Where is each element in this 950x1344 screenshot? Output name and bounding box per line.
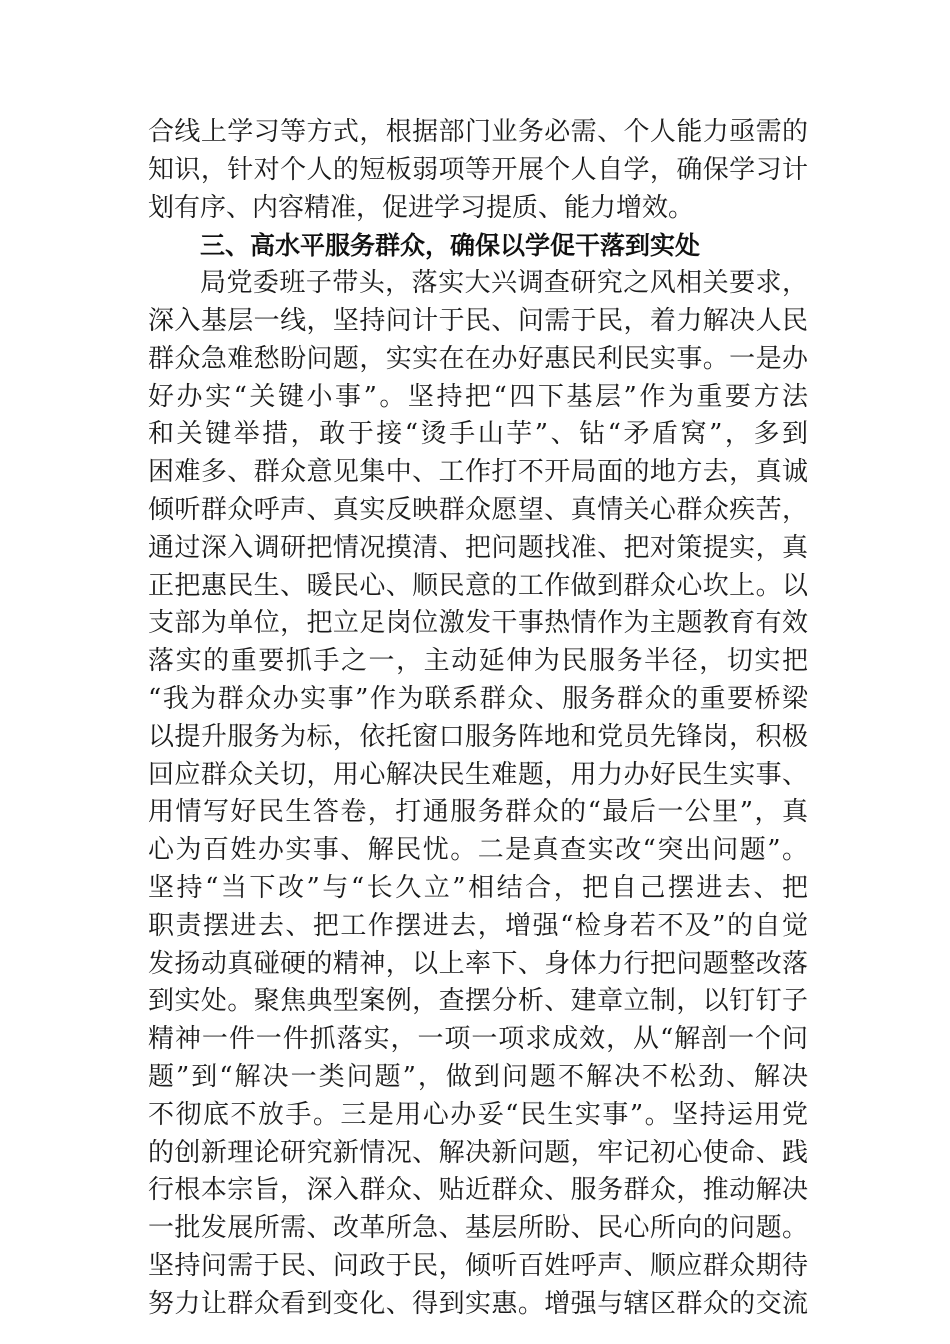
- text-line: 合线上学习等方式，根据部门业务必需、个人能力亟需的: [148, 117, 808, 147]
- document-body: [148, 114, 808, 1324]
- text-line: “我为群众办实事”作为联系群众、服务群众的重要桥梁: [148, 683, 808, 714]
- text-line: 行根本宗旨，深入群众、贴近群众、服务群众，推动解决: [148, 1175, 808, 1206]
- text-line: 好办实“关键小事”。坚持把“四下基层”作为重要方法: [148, 381, 808, 412]
- text-line: 局党委班子带头，落实大兴调查研究之风相关要求，: [200, 268, 808, 299]
- text-line: 不彻底不放手。三是用心办妥“民生实事”。坚持运用党: [148, 1099, 808, 1130]
- text-line: 以提升服务为标，依托窗口服务阵地和党员先锋岗，积极: [148, 721, 808, 752]
- text-line: 划有序、内容精准，促进学习提质、能力增效。: [148, 192, 695, 223]
- text-line: 通过深入调研把情况摸清、把问题找准、把对策提实，真: [148, 532, 808, 563]
- text-line: 深入基层一线，坚持问计于民、问需于民，着力解决人民: [148, 305, 808, 336]
- text-line: 困难多、群众意见集中、工作打不开局面的地方去，真诚: [148, 457, 808, 488]
- text-line: 题”到“解决一类问题”，做到问题不解决不松劲、解决: [148, 1061, 808, 1092]
- text-line: 坚持问需于民、问政于民，倾听百姓呼声、顺应群众期待: [148, 1250, 808, 1281]
- text-line: 到实处。聚焦典型案例，查摆分析、建章立制，以钉钉子: [148, 986, 808, 1017]
- text-line: 倾听群众呼声、真实反映群众愿望、真情关心群众疾苦，: [148, 494, 808, 525]
- text-line: 坚持“当下改”与“长久立”相结合，把自己摆进去、把: [148, 872, 808, 903]
- text-line: 落实的重要抓手之一，主动延伸为民服务半径，切实把: [148, 646, 808, 677]
- text-line: 支部为单位，把立足岗位激发干事热情作为主题教育有效: [148, 608, 808, 639]
- text-line: 回应群众关切，用心解决民生难题，用力办好民生实事、: [148, 759, 808, 790]
- section-heading: 三、高水平服务群众，确保以学促干落到实处: [200, 231, 701, 261]
- text-line: 知识，针对个人的短板弱项等开展个人自学，确保学习计: [148, 154, 808, 185]
- text-line: 一批发展所需、改革所急、基层所盼、民心所向的问题。: [148, 1213, 808, 1244]
- text-line: 的创新理论研究新情况、解决新问题，牢记初心使命、践: [148, 1137, 808, 1168]
- text-line: 用情写好民生答卷，打通服务群众的“最后一公里”，真: [148, 797, 808, 828]
- text-line: 和关键举措，敢于接“烫手山芋”、钻“矛盾窝”，多到: [148, 419, 808, 450]
- text-line: 群众急难愁盼问题，实实在在办好惠民利民实事。一是办: [148, 343, 808, 374]
- text-line: 心为百姓办实事、解民忧。二是真查实改“突出问题”。: [148, 835, 808, 866]
- text-line: 努力让群众看到变化、得到实惠。增强与辖区群众的交流: [148, 1288, 808, 1319]
- text-line: 正把惠民生、暖民心、顺民意的工作做到群众心坎上。以: [148, 570, 808, 601]
- text-line: 精神一件一件抓落实，一项一项求成效，从“解剖一个问: [148, 1024, 808, 1055]
- text-line: 发扬动真碰硬的精神，以上率下、身体力行把问题整改落: [148, 948, 808, 979]
- text-line: 职责摆进去、把工作摆进去，增强“检身若不及”的自觉: [148, 910, 808, 941]
